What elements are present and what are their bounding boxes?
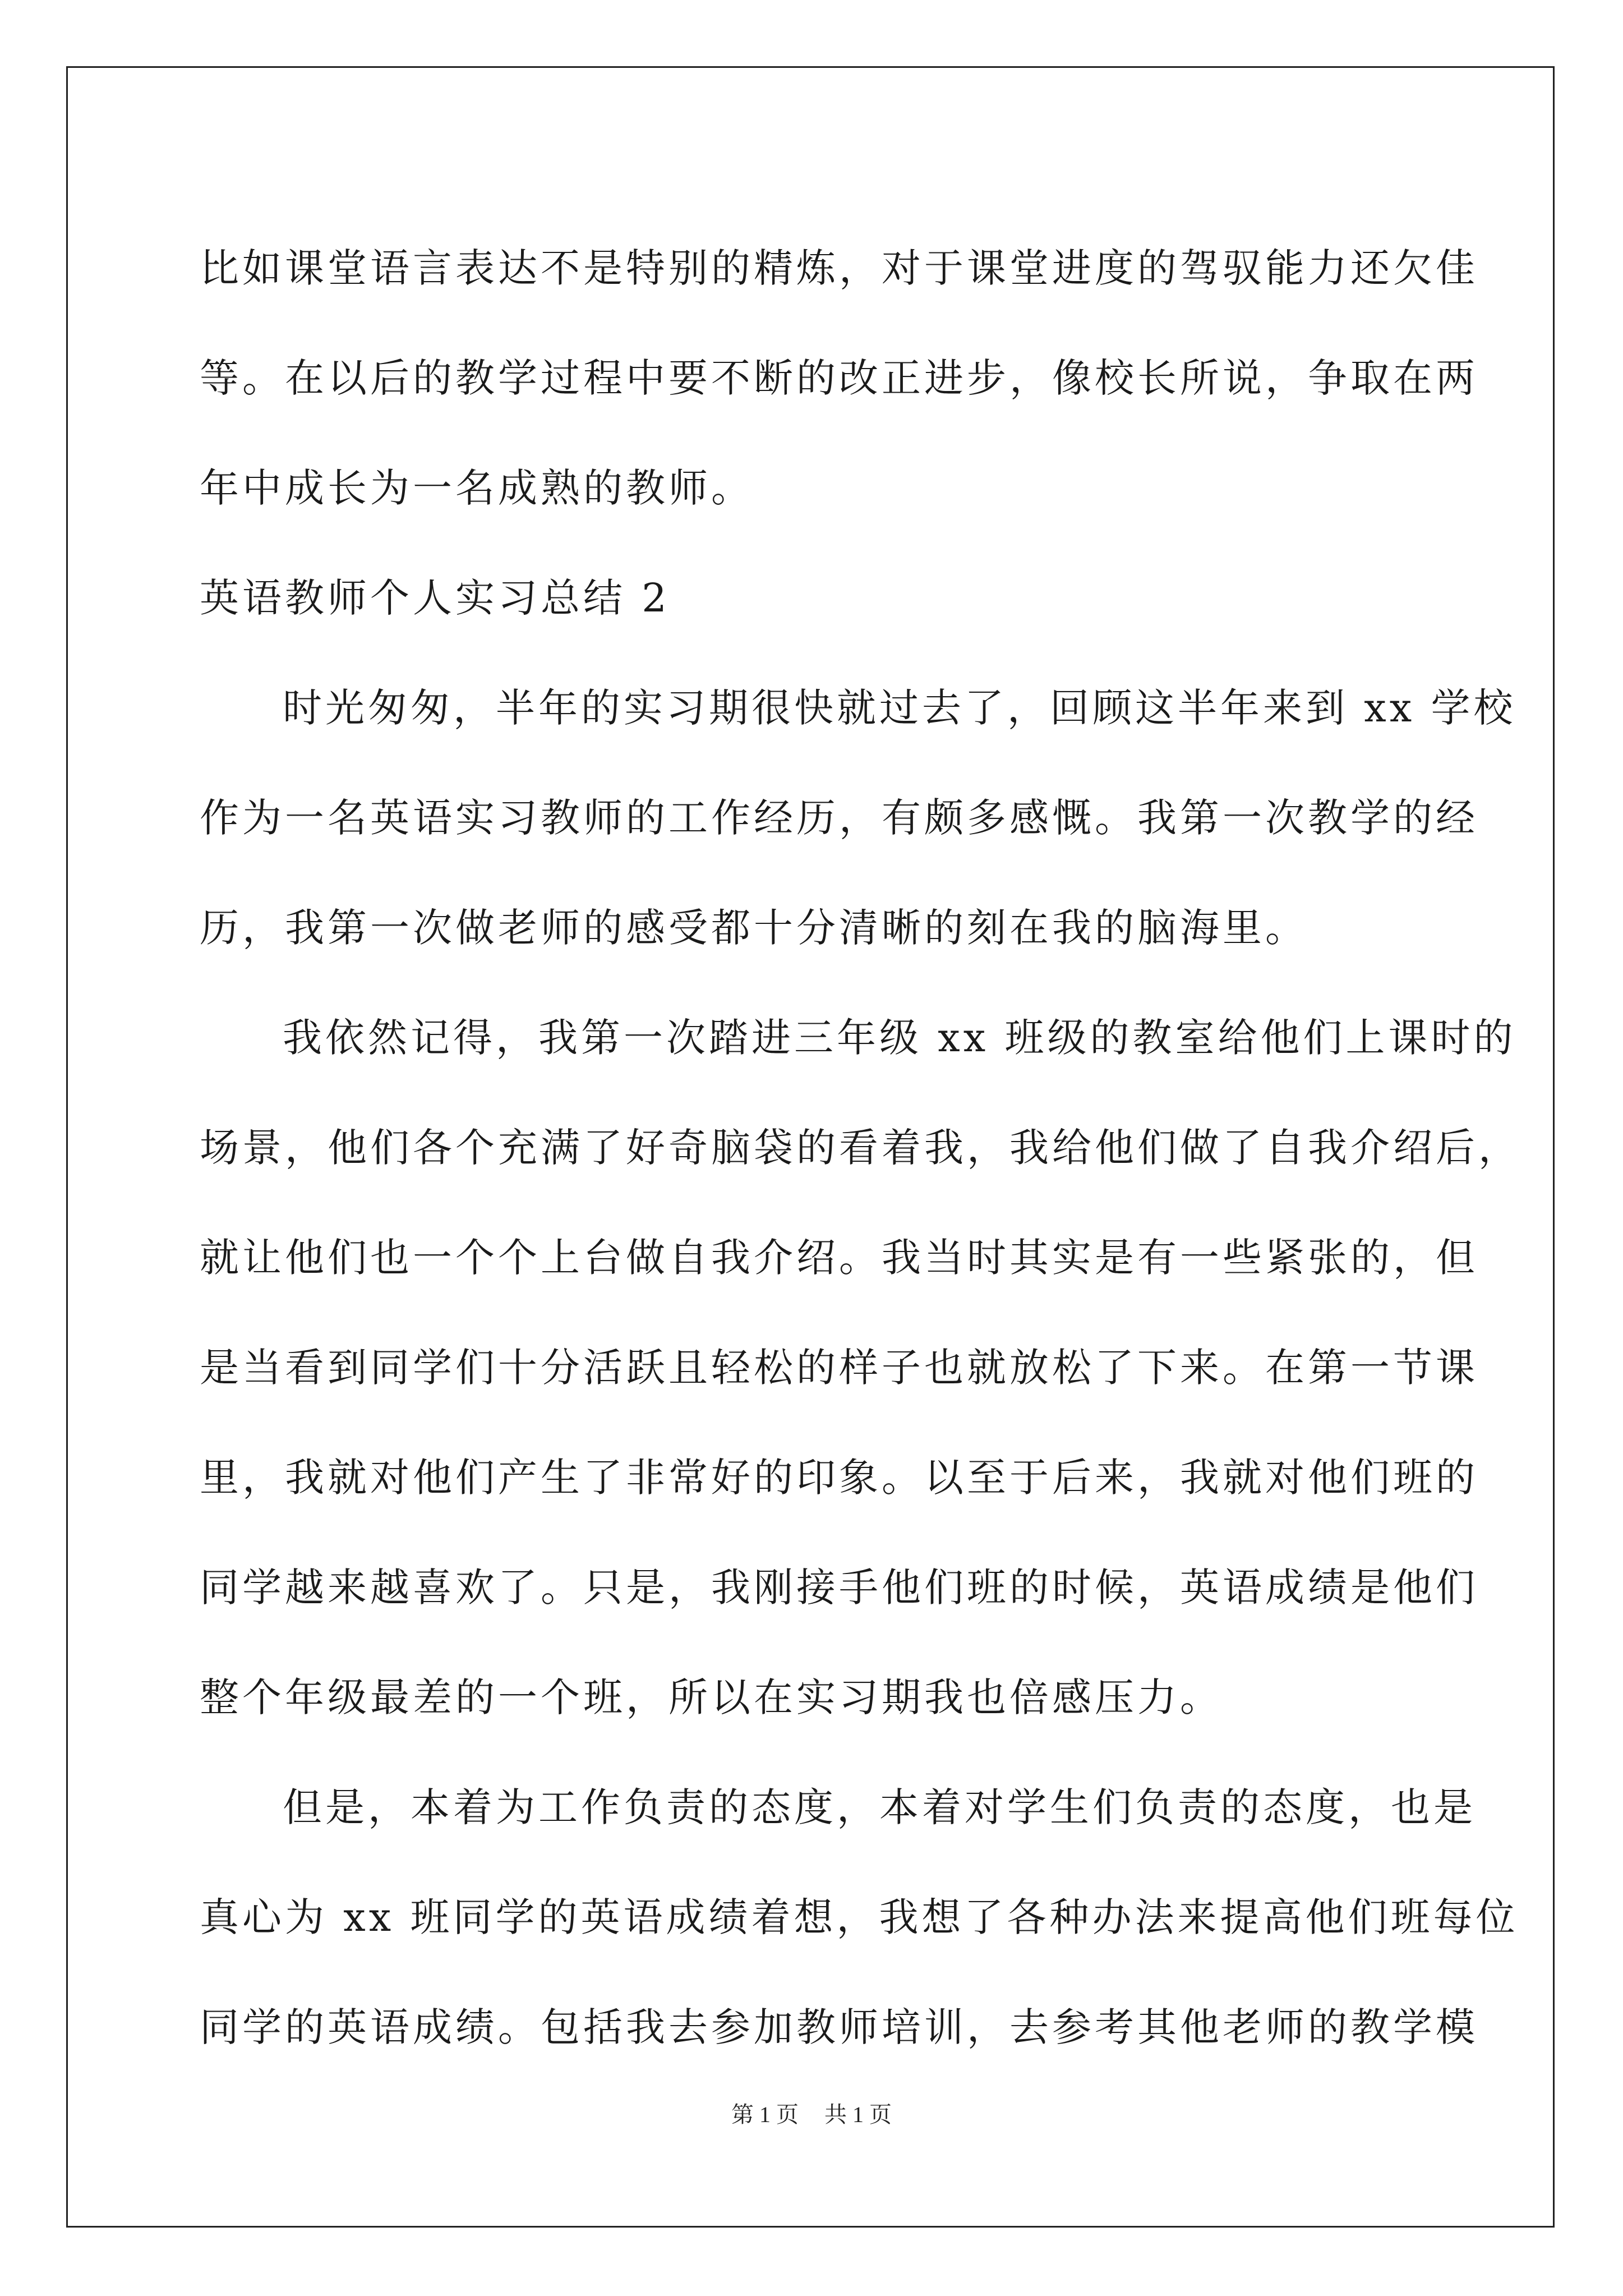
text-line: 比如课堂语言表达不是特别的精炼，对于课堂进度的驾驭能力还欠佳 [200,245,1478,291]
text-line: 等。在以后的教学过程中要不断的改正进步，像校长所说，争取在两 [200,355,1478,401]
text-line: 场景，他们各个充满了好奇脑袋的看着我，我给他们做了自我介绍后， [200,1125,1521,1171]
text-line: 就让他们也一个个上台做自我介绍。我当时其实是有一些紧张的，但 [200,1235,1478,1281]
text-line: 但是，本着为工作负责的态度，本着对学生们负责的态度，也是 [283,1784,1476,1830]
text-line: 历，我第一次做老师的感受都十分清晰的刻在我的脑海里。 [200,905,1308,951]
document-body [200,213,1521,2082]
text-line: 作为一名英语实习教师的工作经历，有颇多感慨。我第一次教学的经 [200,795,1478,841]
page-number-total: 共 1 页 [824,2102,892,2127]
text-line: 是当看到同学们十分活跃且轻松的样子也就放松了下来。在第一节课 [200,1345,1478,1391]
section-heading: 英语教师个人实习总结 2 [200,575,670,621]
text-line: 年中成长为一名成熟的教师。 [200,465,754,511]
text-line: 同学的英语成绩。包括我去参加教师培训，去参考其他老师的教学模 [200,2004,1478,2050]
text-line: 时光匆匆，半年的实习期很快就过去了，回顾这半年来到 xx 学校 [283,685,1516,731]
page-number-current: 第 1 页 [731,2102,799,2127]
text-line: 我依然记得，我第一次踏进三年级 xx 班级的教室给他们上课时的 [283,1015,1516,1061]
text-line: 同学越来越喜欢了。只是，我刚接手他们班的时候，英语成绩是他们 [200,1565,1478,1611]
text-line: 整个年级最差的一个班，所以在实习期我也倍感压力。 [200,1674,1223,1720]
text-line: 真心为 xx 班同学的英语成绩着想，我想了各种办法来提高他们班每位 [200,1894,1519,1940]
page-footer [0,2097,1623,2129]
text-line: 里，我就对他们产生了非常好的印象。以至于后来，我就对他们班的 [200,1455,1478,1501]
